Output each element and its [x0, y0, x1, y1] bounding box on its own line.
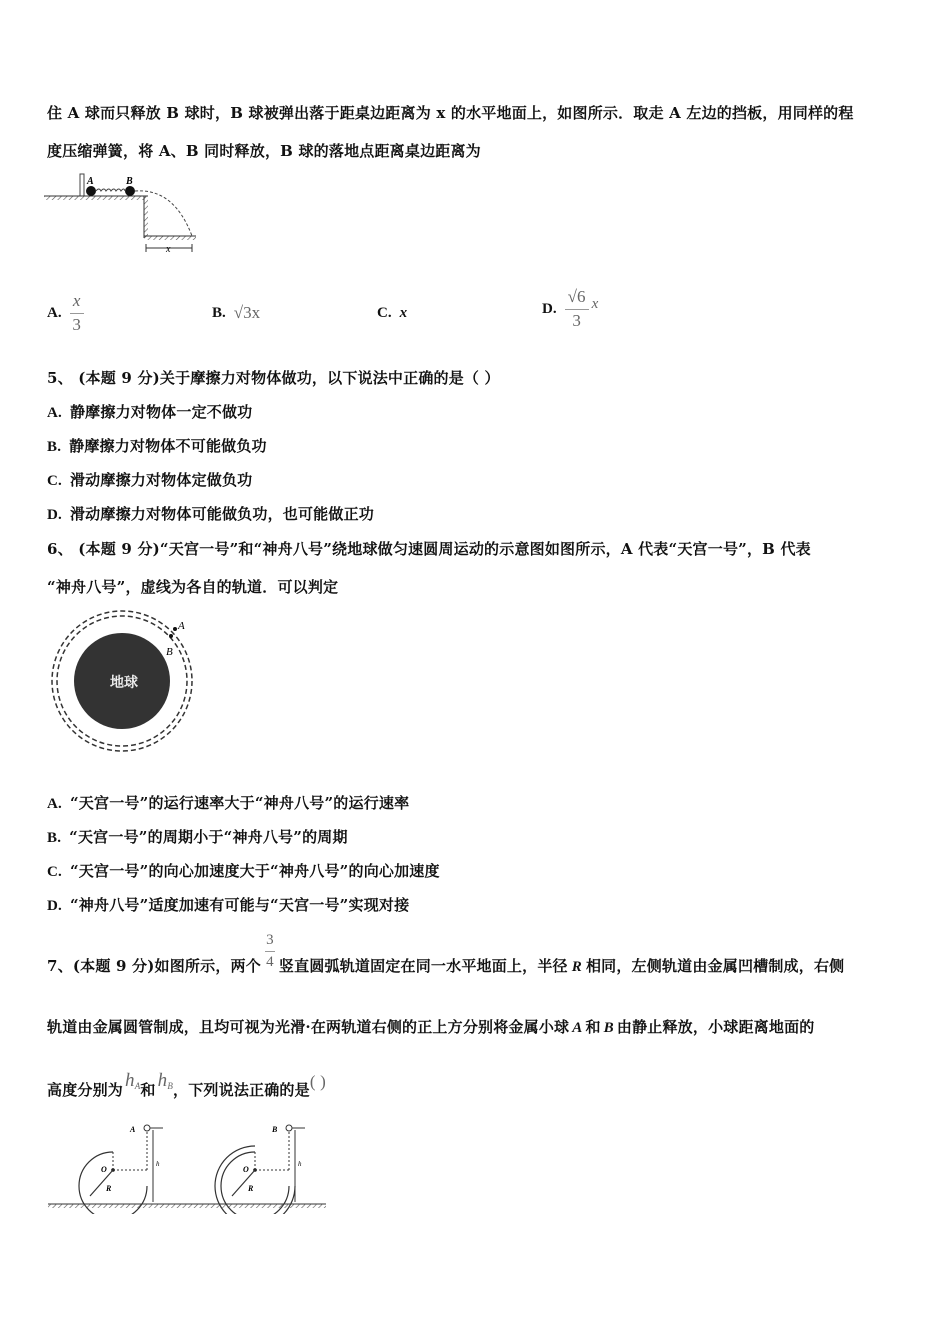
svg-text:B: B — [272, 1125, 278, 1134]
q4-stem-line1: 住 A 球而只释放 B 球时，B 球被弹出落于距桌边距离为 x 的水平地面上，如图所示．取走 A 左边的挡板，用同样的程 — [47, 104, 854, 122]
q6-option-d[interactable]: D. “神舟八号”适度加速有可能与“天宫一号”实现对接 — [47, 896, 410, 914]
q7-stem-line3: 高度分别为 $h_A$ 和 $h_B$ ，下列说法正确的是 ( ) — [47, 1070, 327, 1099]
svg-text:R: R — [106, 1184, 112, 1193]
q5-option-a[interactable]: A. 静摩擦力对物体一定不做功 — [47, 403, 253, 421]
q6-option-b[interactable]: B. “天宫一号”的周期小于“神舟八号”的周期 — [47, 828, 348, 846]
svg-text:O: O — [243, 1165, 249, 1174]
svg-text:h: h — [298, 1160, 302, 1168]
svg-text:地球: 地球 — [110, 675, 138, 691]
q6-option-a[interactable]: A. “天宫一号”的运行速率大于“神舟八号”的运行速率 — [47, 794, 410, 812]
q6-stem-line1: 6、 (本题 9 分)“天宫一号”和“神舟八号”绕地球做匀速圆周运动的示意图如图所示，A 代表“天宫一号”，B 代表 — [47, 540, 811, 558]
svg-text:B: B — [166, 646, 173, 658]
q4-option-c[interactable]: C. x — [377, 304, 408, 321]
label-a: A — [87, 176, 94, 187]
fraction: $\frac{x}{3}$ — [70, 292, 84, 334]
label-b: B — [126, 176, 133, 187]
q7-track-figure — [46, 1118, 331, 1214]
answer-blank[interactable]: ( ) — [309, 1072, 327, 1091]
q4-stem-line2: 度压缩弹簧，将 A、B 同时释放，B 球的落地点距离桌边距离为 — [47, 142, 481, 160]
q4-option-d[interactable]: D. $\frac{√6}{3}$ x — [542, 286, 599, 330]
q5-option-d[interactable]: D. 滑动摩擦力对物体可能做负功，也可能做正功 — [47, 505, 374, 523]
q5-option-c[interactable]: C. 滑动摩擦力对物体定做负功 — [47, 471, 253, 489]
svg-text:R: R — [248, 1184, 254, 1193]
q7-stem-line1: 7、(本题 9 分)如图所示，两个 $\frac{3}{4}$ 竖直圆弧轨道固定在同一水平地面上，半径 R 相同，左侧轨道由金属凹槽制成，右侧 — [47, 932, 845, 975]
q5-option-b[interactable]: B. 静摩擦力对物体不可能做负功 — [47, 437, 267, 455]
svg-text:h: h — [156, 1160, 160, 1168]
q4-option-a[interactable]: A. $\frac{x}{3}$ — [47, 288, 84, 338]
svg-text:x: x — [166, 244, 171, 255]
svg-text:A: A — [130, 1125, 136, 1134]
fraction-three-quarters: $\frac{3}{4}$ — [266, 932, 274, 970]
q6-stem-line2: “神舟八号”，虚线为各自的轨道．可以判定 — [47, 578, 339, 596]
h-b: $h_B$ — [157, 1070, 174, 1091]
q4-spring-figure — [44, 168, 199, 258]
h-a: $h_A$ — [125, 1070, 141, 1091]
q6-option-c[interactable]: C. “天宫一号”的向心加速度大于“神舟八号”的向心加速度 — [47, 862, 440, 880]
svg-text:O: O — [101, 1165, 107, 1174]
svg-text:A: A — [178, 620, 185, 632]
q6-orbit-figure — [48, 605, 198, 755]
q5-stem: 5、 (本题 9 分)关于摩擦力对物体做功，以下说法中正确的是（ ） — [47, 369, 500, 387]
fraction: $\frac{√6}{3}$ — [565, 288, 589, 330]
q4-option-b[interactable]: B. √3x — [212, 303, 261, 322]
q7-stem-line2: 轨道由金属圆管制成，且均可视为光滑·在两轨道右侧的正上方分别将金属小球 A 和 B 由静止释放，小球距离地面的 — [47, 1018, 815, 1036]
